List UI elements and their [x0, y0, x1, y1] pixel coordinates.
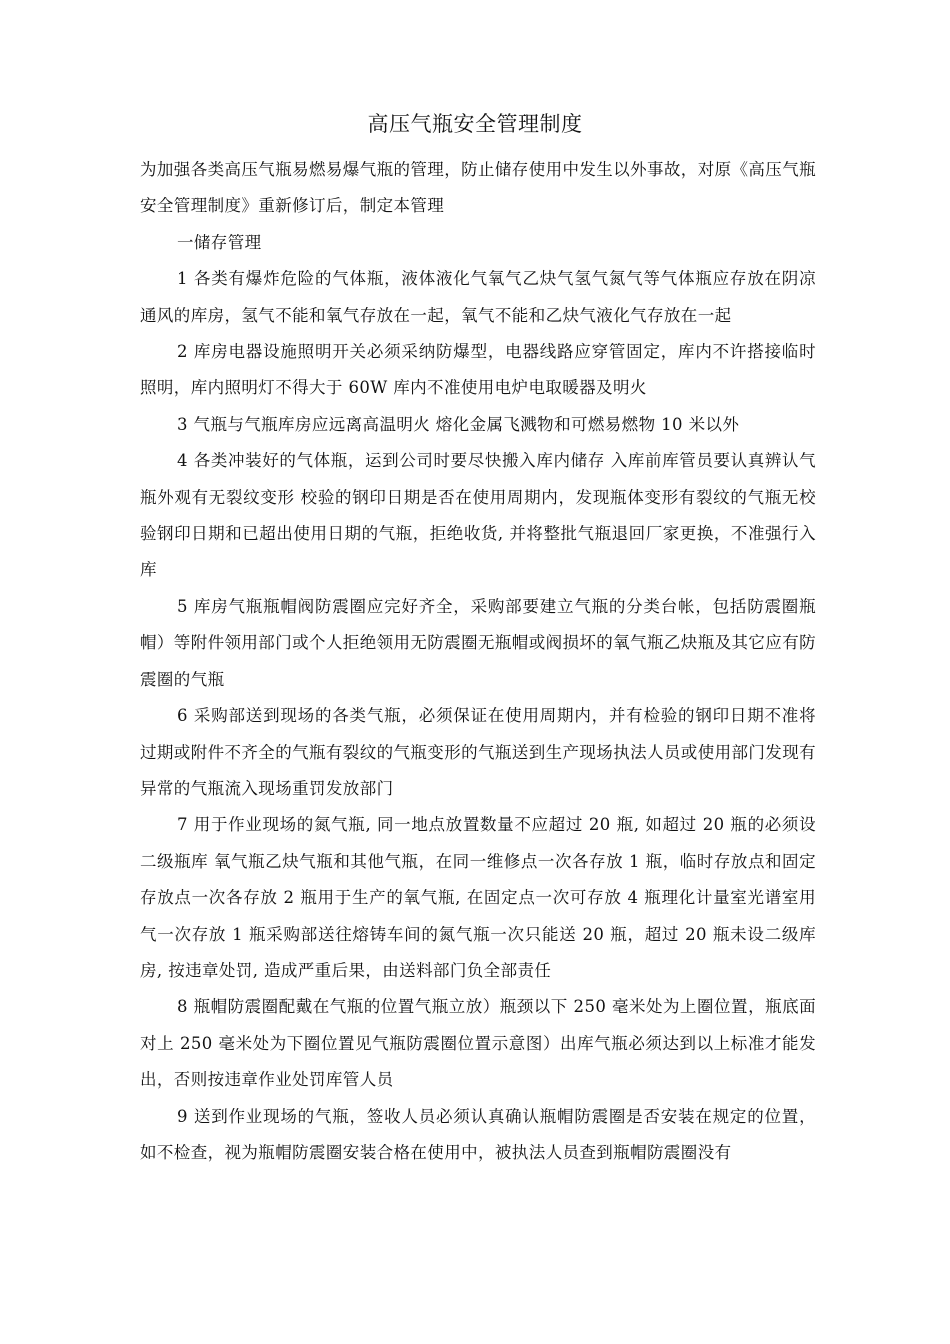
item-paragraph-6: 6 采购部送到现场的各类气瓶，必须保证在使用周期内，并有检验的钢印日期不准将过期或附件不齐全的气瓶有裂纹的气瓶变形的气瓶送到生产现场执法人员或使用部门发现有异常的气瓶流入现场重罚发放部门: [140, 706, 816, 798]
item-paragraph-1: 1 各类有爆炸危险的气体瓶，液体液化气氧气乙炔气氢气氮气等气体瓶应存放在阴凉通风的库房，氢气不能和氧气存放在一起，氧气不能和乙炔气液化气存放在一起: [140, 269, 816, 325]
item-paragraph-9: 9 送到作业现场的气瓶，签收人员必须认真确认瓶帽防震圈是否安装在规定的位置，如不检查，视为瓶帽防震圈安装合格在使用中，被执法人员查到瓶帽防震圈没有: [140, 1106, 816, 1162]
item-paragraph-8: 8 瓶帽防震圈配戴在气瓶的位置气瓶立放）瓶颈以下 250 毫米处为上圈位置，瓶底面对上 250 毫米处为下圈位置见气瓶防震圈位置示意图）出库气瓶必须达到以上标准才能发出，否则按违章作业处罚库管人员: [140, 997, 816, 1090]
item-paragraph-3: 3 气瓶与气瓶库房应远离高温明火 熔化金属飞溅物和可燃易燃物 10 米以外: [177, 414, 740, 434]
item-paragraph-4: 4 各类冲装好的气体瓶，运到公司时要尽快搬入库内储存 入库前库管员要认真辨认气瓶外观有无裂纹变形 校验的钢印日期是否在使用周期内，发现瓶体变形有裂纹的气瓶无校验钢印日期和已超出使用日期的气瓶，拒绝收货, 并将整批气瓶退回厂家更换，不准强行入库: [140, 451, 816, 580]
section-heading: 一储存管理: [177, 232, 262, 252]
document-title: 高压气瓶安全管理制度: [367, 112, 583, 136]
intro-paragraph: 为加强各类高压气瓶易燃易爆气瓶的管理，防止储存使用中发生以外事故，对原《高压气瓶安全管理制度》重新修订后，制定本管理: [140, 160, 816, 216]
item-paragraph-7: 7 用于作业现场的氮气瓶, 同一地点放置数量不应超过 20 瓶, 如超过 20 瓶的必须设二级瓶库 氧气瓶乙炔气瓶和其他气瓶，在同一维修点一次各存放 1 瓶，临时存放点和固定存放点一次各存放 2 瓶用于生产的氧气瓶, 在固定点一次可存放 4 瓶理化计量室光谱室用气一次存放 1 瓶采购部送往熔铸车间的氮气瓶一次只能送 20 瓶，超过 20 瓶未设二级库房, 按违章处罚, 造成严重后果，由送料部门负全部责任: [140, 815, 816, 980]
item-paragraph-2: 2 库房电器设施照明开关必须采纳防爆型，电器线路应穿管固定，库内不许搭接临时照明，库内照明灯不得大于 60W 库内不准使用电炉电取暖器及明火: [140, 342, 816, 398]
item-paragraph-5: 5 库房气瓶瓶帽阀防震圈应完好齐全，采购部要建立气瓶的分类台帐，包括防震圈瓶帽）等附件领用部门或个人拒绝领用无防震圈无瓶帽或阀损坏的氧气瓶乙炔瓶及其它应有防震圈的气瓶: [140, 596, 816, 689]
document-body: [140, 152, 816, 1171]
